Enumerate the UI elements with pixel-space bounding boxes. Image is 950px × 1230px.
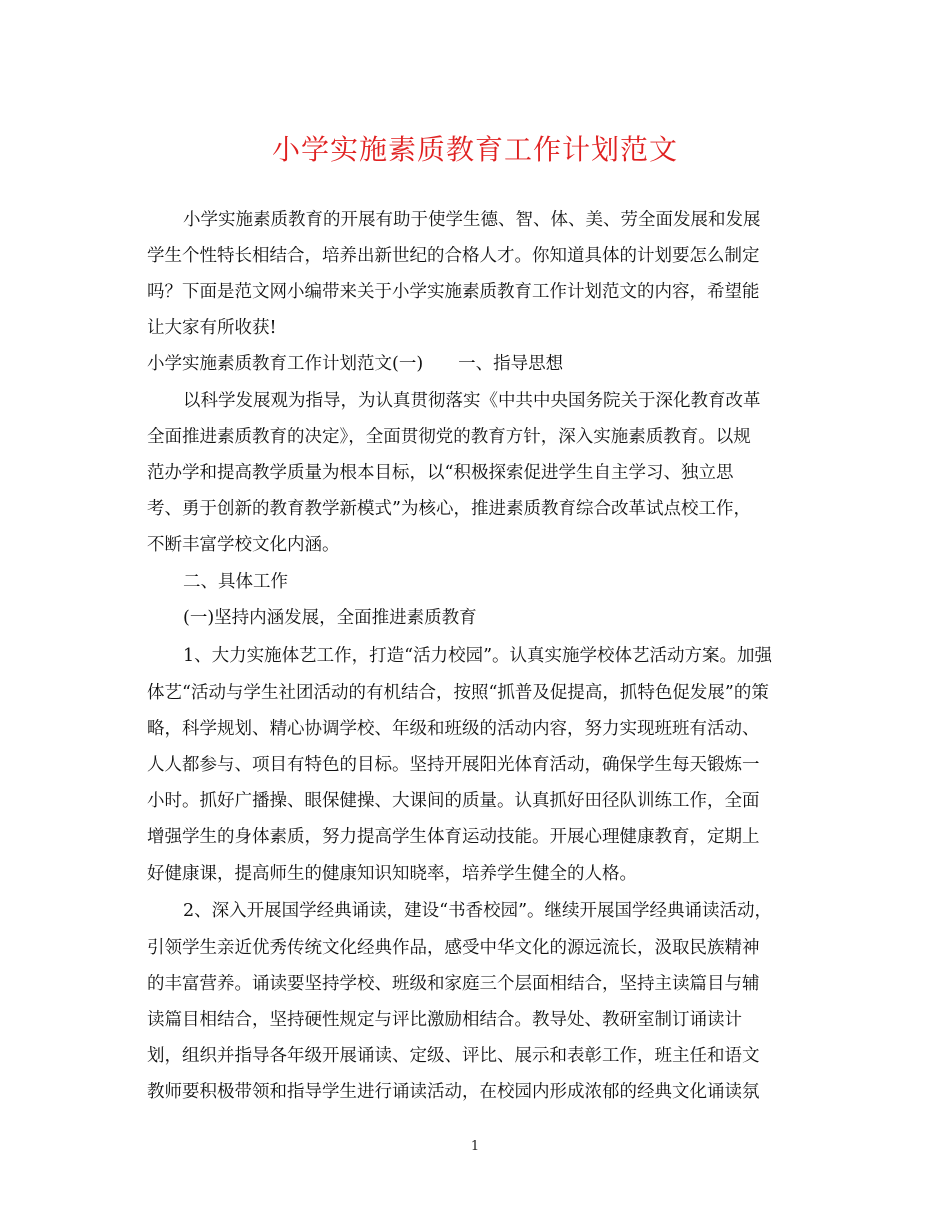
body-line: 1、大力实施体艺工作，打造“活力校园”。认真实施学校体艺活动方案。加强 [183, 646, 773, 666]
body-line: 略，科学规划、精心协调学校、年级和班级的活动内容，努力实现班班有活动、 [147, 719, 760, 739]
body-line: 体艺“活动与学生社团活动的有机结合，按照“抓普及促提高，抓特色促发展”的策 [147, 683, 769, 703]
body-line: 学生个性特长相结合，培养出新世纪的合格人才。你知道具体的计划要怎么制定 [147, 246, 760, 266]
body-line: 让大家有所收获! [147, 318, 277, 338]
body-line: 小学实施素质教育工作计划范文(一) 一、指导思想 [147, 354, 564, 374]
document-title: 小学实施素质教育工作计划范文 [271, 133, 678, 166]
body-line: 读篇目相结合，坚持硬性规定与评比激励相结合。教导处、教研室制订诵读计 [147, 1010, 742, 1030]
body-line: 不断丰富学校文化内涵。 [147, 535, 340, 555]
body-line: 范办学和提高教学质量为根本目标，以“积极探索促进学生自主学习、独立思 [147, 463, 734, 483]
body-line: 人人都参与、项目有特色的目标。坚持开展阳光体育活动，确保学生每天锻炼一 [147, 755, 760, 775]
body-line: 小学实施素质教育的开展有助于使学生德、智、体、美、劳全面发展和发展 [183, 210, 761, 230]
body-line: 考、勇于创新的教育教学新模式”为核心，推进素质教育综合改革试点校工作， [147, 499, 751, 519]
body-line: 增强学生的身体素质，努力提高学生体育运动技能。开展心理健康教育，定期上 [147, 827, 760, 847]
subsection-heading: (一)坚持内涵发展，全面推进素质教育 [183, 608, 477, 628]
body-line: 吗？下面是范文网小编带来关于小学实施素质教育工作计划范文的内容，希望能 [147, 282, 760, 302]
body-line: 全面推进素质教育的决定》，全面贯彻党的教育方针，深入实施素质教育。以规 [147, 427, 751, 447]
body-line: 2、深入开展国学经典诵读，建设“书香校园”。继续开展国学经典诵读活动， [183, 901, 773, 921]
body-line: 好健康课，提高师生的健康知识知晓率，培养学生健全的人格。 [147, 864, 637, 884]
page-number: 1 [470, 1139, 480, 1154]
body-line: 划，组织并指导各年级开展诵读、定级、评比、展示和表彰工作，班主任和语文 [147, 1046, 760, 1066]
body-line: 引领学生亲近优秀传统文化经典作品，感受中华文化的源远流长，汲取民族精神 [147, 938, 760, 958]
section-heading: 二、具体工作 [183, 572, 288, 592]
body-line: 小时。抓好广播操、眼保健操、大课间的质量。认真抓好田径队训练工作，全面 [147, 791, 760, 811]
body-line: 的丰富营养。诵读要坚持学校、班级和家庭三个层面相结合，坚持主读篇目与辅 [147, 974, 760, 994]
body-line: 以科学发展观为指导，为认真贯彻落实《中共中央国务院关于深化教育改革 [183, 391, 761, 411]
body-line: 教师要积极带领和指导学生进行诵读活动，在校园内形成浓郁的经典文化诵读氛 [147, 1082, 760, 1102]
